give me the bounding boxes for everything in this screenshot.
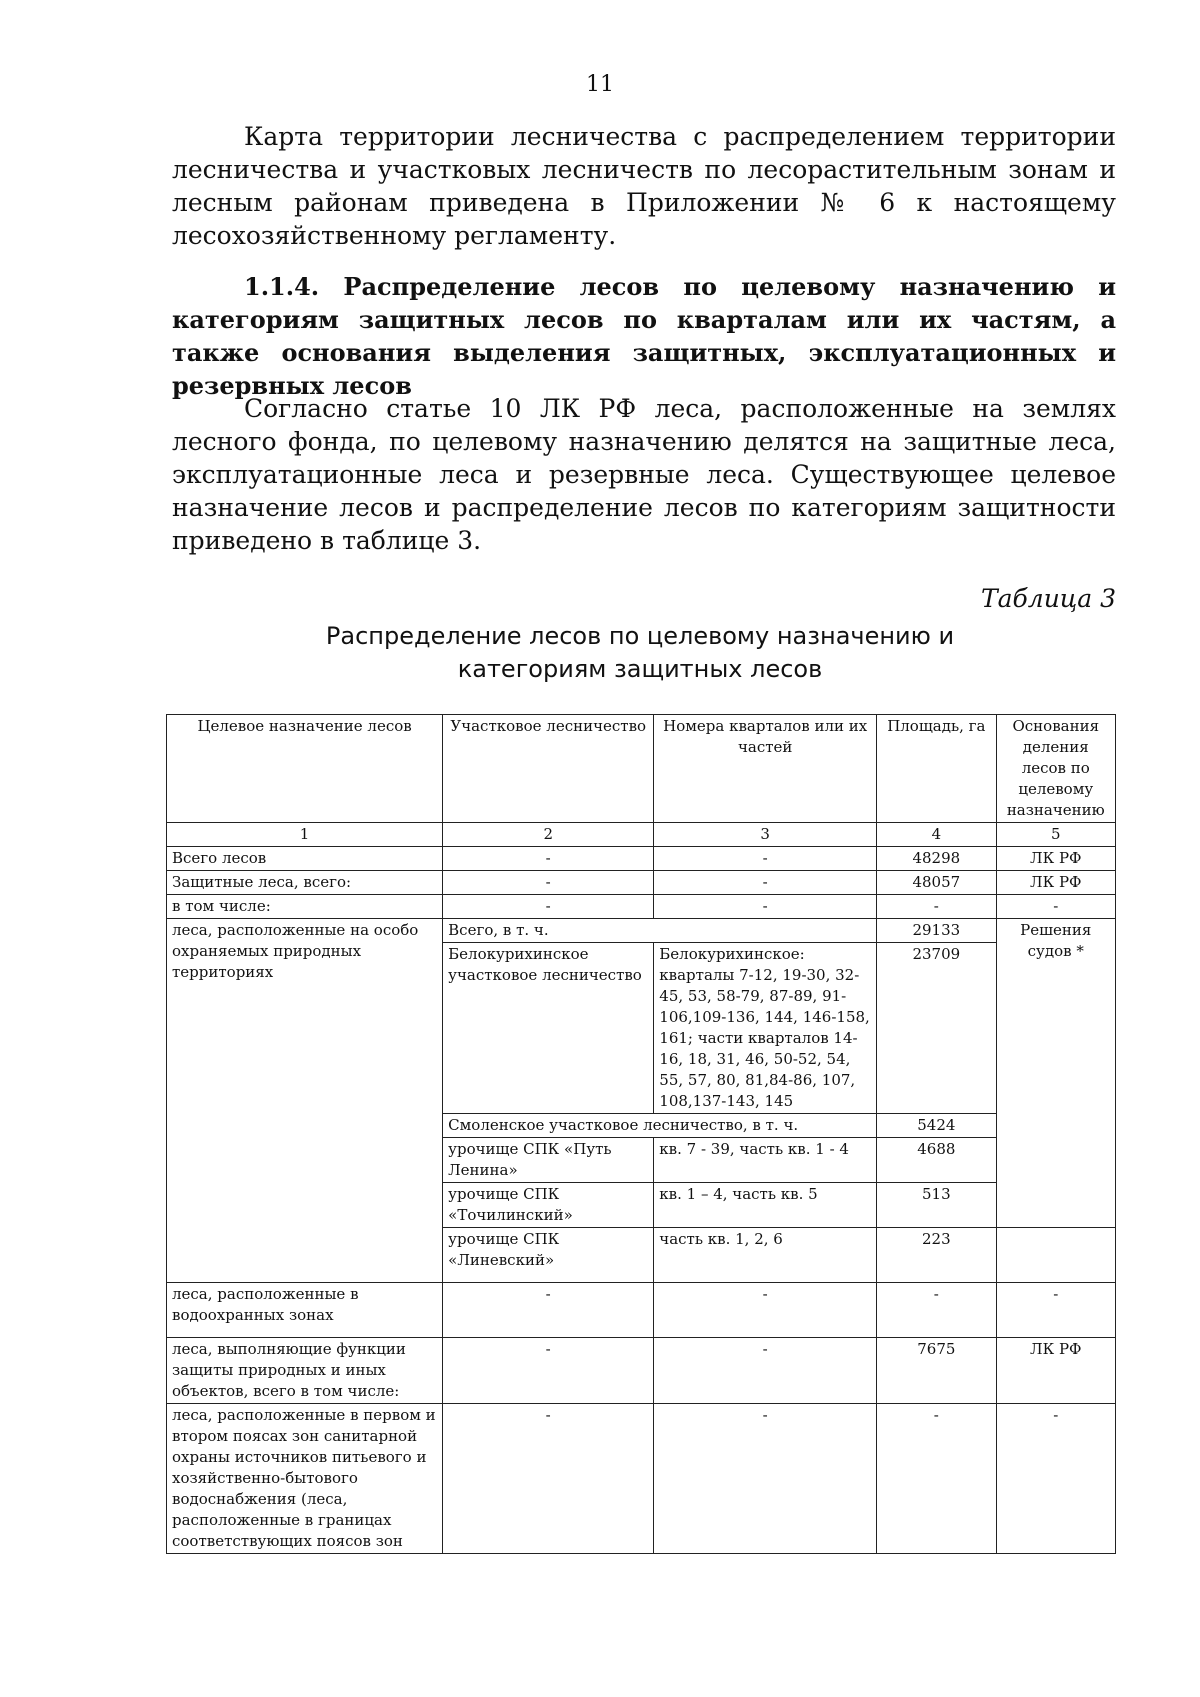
row-area: - xyxy=(877,1404,996,1554)
column-number: 1 xyxy=(167,823,443,847)
row-quarters: - xyxy=(654,1404,877,1554)
tract-quarters: кв. 7 - 39, часть кв. 1 - 4 xyxy=(654,1138,877,1183)
belokurikha-quarters: Белокурихинское: кварталы 7-12, 19-30, 32-45, 53, 58-79, 87-89, 91-106,109-136, 144, 146-158, 161; части кварталов 14-16, 18, 31, 46, 50-52, 54, 55, 57, 80, 81,84-86, 107, 108,137-143, 145 xyxy=(654,943,877,1114)
row-quarters: - xyxy=(654,895,877,919)
belokurikha-area: 23709 xyxy=(877,943,996,1114)
header-number-row xyxy=(167,823,1116,847)
tract-area: 513 xyxy=(877,1183,996,1228)
row-purpose: Защитные леса, всего: xyxy=(167,871,443,895)
header-area: Площадь, га xyxy=(877,715,996,823)
oopt-basis: Решения судов * xyxy=(996,919,1115,1228)
row-basis: - xyxy=(996,895,1115,919)
column-number: 3 xyxy=(654,823,877,847)
row-area: - xyxy=(877,1283,996,1338)
table-row xyxy=(167,1338,1116,1404)
tract-name: урочище СПК «Линевский» xyxy=(443,1228,654,1283)
oopt-total-label: Всего, в т. ч. xyxy=(443,919,877,943)
smolenskoe-area: 5424 xyxy=(877,1114,996,1138)
row-forestry: - xyxy=(443,871,654,895)
tract-area: 4688 xyxy=(877,1138,996,1183)
row-quarters: - xyxy=(654,1283,877,1338)
column-number: 5 xyxy=(996,823,1115,847)
table-row xyxy=(167,919,1116,943)
forest-distribution-table xyxy=(166,714,1116,1554)
row-purpose: леса, выполняющие функции защиты природных и иных объектов, всего в том числе: xyxy=(167,1338,443,1404)
empty-cell xyxy=(996,1228,1115,1283)
belokurikha-forestry: Белокурихинское участковое лесничество xyxy=(443,943,654,1114)
table-label: Таблица 3 xyxy=(980,584,1116,613)
row-purpose: леса, расположенные в первом и втором поясах зон санитарной охраны источников питьевого и хозяйственно-бытового водоснабжения (леса, расположенные в границах соответствующих поясов зон xyxy=(167,1404,443,1554)
tract-name: урочище СПК «Путь Ленина» xyxy=(443,1138,654,1183)
row-basis: ЛК РФ xyxy=(996,871,1115,895)
column-number: 2 xyxy=(443,823,654,847)
oopt-total-area: 29133 xyxy=(877,919,996,943)
tract-quarters: кв. 1 – 4, часть кв. 5 xyxy=(654,1183,877,1228)
table-row xyxy=(167,1404,1116,1554)
row-area: 7675 xyxy=(877,1338,996,1404)
row-basis: - xyxy=(996,1283,1115,1338)
row-basis: ЛК РФ xyxy=(996,847,1115,871)
row-forestry: - xyxy=(443,1404,654,1554)
row-area: - xyxy=(877,895,996,919)
table-row xyxy=(167,1283,1116,1338)
table-row xyxy=(167,847,1116,871)
table-row xyxy=(167,895,1116,919)
row-forestry: - xyxy=(443,1283,654,1338)
table-caption: Распределение лесов по целевому назначению и категориям защитных лесов xyxy=(325,622,955,683)
row-forestry: - xyxy=(443,847,654,871)
row-purpose: леса, расположенные в водоохранных зонах xyxy=(167,1283,443,1338)
row-purpose: в том числе: xyxy=(167,895,443,919)
intro-paragraph: Карта территории лесничества с распределением территории лесничества и участковых лесничеств по лесорастительным зонам и лесным районам приведена в Приложении № 6 к настоящему лесохозяйственному регламенту. xyxy=(172,122,1116,250)
row-quarters: - xyxy=(654,1338,877,1404)
table-header-row xyxy=(167,715,1116,823)
table-row xyxy=(167,871,1116,895)
row-purpose: Всего лесов xyxy=(167,847,443,871)
section-heading: 1.1.4. Распределение лесов по целевому назначению и категориям защитных лесов по кварталам или их частям, а также основания выделения защитных, эксплуатационных и резервных лесов xyxy=(172,272,1116,400)
tract-area: 223 xyxy=(877,1228,996,1283)
header-forestry: Участковое лесничество xyxy=(443,715,654,823)
row-quarters: - xyxy=(654,847,877,871)
column-number: 4 xyxy=(877,823,996,847)
row-basis: ЛК РФ xyxy=(996,1338,1115,1404)
row-forestry: - xyxy=(443,1338,654,1404)
tract-quarters: часть кв. 1, 2, 6 xyxy=(654,1228,877,1283)
header-quarters: Номера кварталов или их частей xyxy=(654,715,877,823)
header-purpose: Целевое назначение лесов xyxy=(167,715,443,823)
header-basis: Основания деления лесов по целевому назначению xyxy=(996,715,1115,823)
tract-name: урочище СПК «Точилинский» xyxy=(443,1183,654,1228)
page-number: 11 xyxy=(586,72,614,97)
oopt-category: леса, расположенные на особо охраняемых природных территориях xyxy=(167,919,443,1283)
body-paragraph: Согласно статье 10 ЛК РФ леса, расположенные на землях лесного фонда, по целевому назначению делятся на защитные леса, эксплуатационные леса и резервные леса. Существующее целевое назначение лесов и распределение лесов по категориям защитности приведено в таблице 3. xyxy=(172,394,1116,555)
row-area: 48057 xyxy=(877,871,996,895)
row-quarters: - xyxy=(654,871,877,895)
row-basis: - xyxy=(996,1404,1115,1554)
row-forestry: - xyxy=(443,895,654,919)
smolenskoe-label: Смоленское участковое лесничество, в т. ч. xyxy=(443,1114,877,1138)
row-area: 48298 xyxy=(877,847,996,871)
